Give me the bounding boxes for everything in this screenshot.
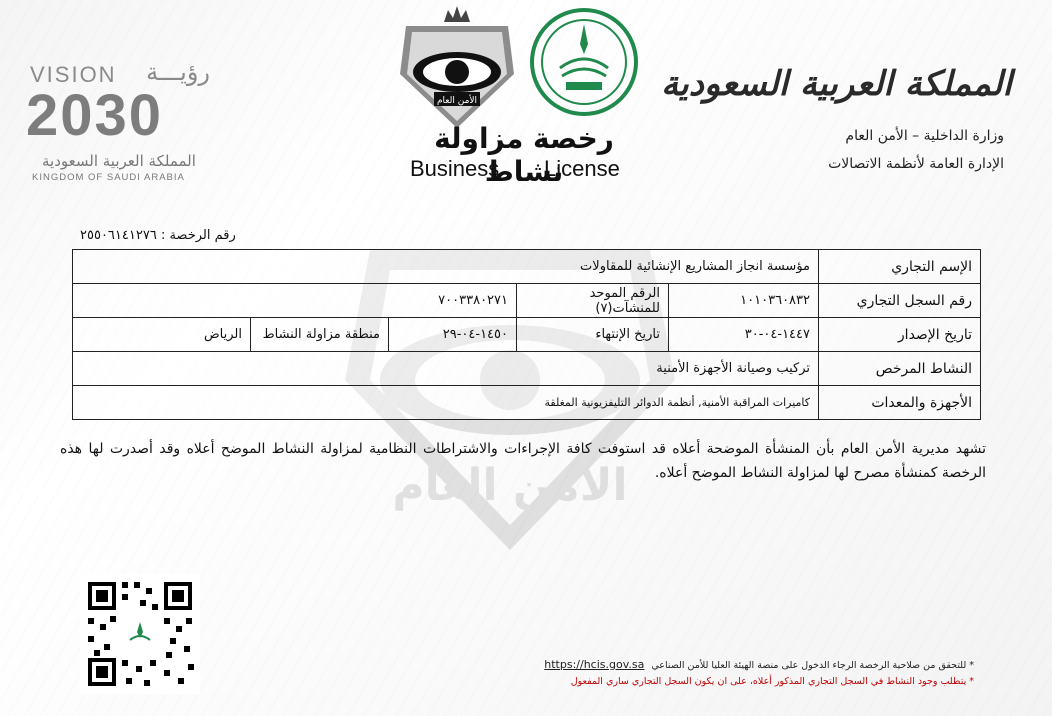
vision-year: 2030 xyxy=(26,83,164,148)
table-row xyxy=(73,318,981,352)
table-row xyxy=(73,386,981,420)
table-row xyxy=(73,284,981,318)
activity-value: تركيب وصيانة الأجهزة الأمنية xyxy=(73,352,819,386)
ministry-line-2: الإدارة العامة لأنظمة الاتصالات xyxy=(828,156,1004,172)
trade-name-value: مؤسسة انجاز المشاريع الإنشائية للمقاولات xyxy=(73,250,819,284)
table-row xyxy=(73,250,981,284)
license-info-table xyxy=(72,249,981,420)
qr-code[interactable] xyxy=(80,574,200,694)
kingdom-title: المملكة العربية السعودية xyxy=(661,64,1012,104)
issue-date-label: تاريخ الإصدار xyxy=(819,318,981,352)
region-label: منطقة مزاولة النشاط xyxy=(251,318,389,352)
watermark-text: الأمن العام xyxy=(392,460,628,511)
footer-requirement-line: * يتطلب وجود النشاط في السجل التجاري المذكور أعلاه، على ان يكون السجل التجاري ساري المفعول xyxy=(570,676,974,687)
declaration-text: تشهد مديرية الأمن العام بأن المنشأة الموضحة أعلاه قد استوفت كافة الإجراءات والاشتراطات النظامية لمزاولة النشاط الموضح أعلاه وقد أصدرت لها هذه الرخصة كمنشأة مصرح لها لمزاولة النشاط الموضح أعلاه. xyxy=(60,441,986,481)
cr-label: رقم السجل التجاري xyxy=(819,284,981,318)
expiry-date-value: ١٤٥٠-٠٤-٢٩ xyxy=(389,318,517,352)
license-title-en-license: License xyxy=(544,156,620,181)
activity-label: النشاط المرخص xyxy=(819,352,981,386)
cr-value: ١٠١٠٣٦٠٨٣٢ xyxy=(669,284,819,318)
table-row xyxy=(73,352,981,386)
footer-verify-line xyxy=(544,658,974,671)
vision-word: VISION xyxy=(30,62,117,87)
license-title-en-business: Business xyxy=(410,156,500,181)
license-number: رقم الرخصة : ٢٥٥٠٦١٤١٢٧٦ xyxy=(80,228,236,243)
verify-link[interactable]: https://hcis.gov.sa xyxy=(544,658,645,671)
devices-label: الأجهزة والمعدات xyxy=(819,386,981,420)
footer-verify-text: * للتحقق من صلاحية الرخصة الرجاء الدخول على منصة الهيئة العليا للأمن الصناعي xyxy=(651,660,974,671)
expiry-date-label: تاريخ الإنتهاء xyxy=(517,318,669,352)
vision-word-ar: رؤيـــة xyxy=(146,58,210,86)
ministry-interior-emblem xyxy=(530,4,638,120)
ministry-line-1: وزارة الداخلية – الأمن العام xyxy=(845,128,1004,144)
vision-2030-logo xyxy=(26,58,216,188)
public-security-emblem xyxy=(398,4,516,132)
issue-date-value: ١٤٤٧-٠٤-٣٠ xyxy=(669,318,819,352)
unified-label: الرقم الموحد للمنشآت(٧) xyxy=(517,284,669,318)
vision-kingdom-ar: المملكة العربية السعودية xyxy=(42,152,196,170)
devices-value: كاميرات المراقبة الأمنية, أنظمة الدوائر التليفزيونية المغلقة xyxy=(73,386,819,420)
vision-kingdom-en: KINGDOM OF SAUDI ARABIA xyxy=(32,172,185,183)
emblem-text: الأمن العام xyxy=(436,96,478,106)
license-title-ar: رخصة مزاولة نشاط xyxy=(434,122,614,188)
unified-value: ٧٠٠٣٣٨٠٢٧١ xyxy=(73,284,517,318)
trade-name-label: الإسم التجاري xyxy=(819,250,981,284)
region-value: الرياض xyxy=(73,318,251,352)
